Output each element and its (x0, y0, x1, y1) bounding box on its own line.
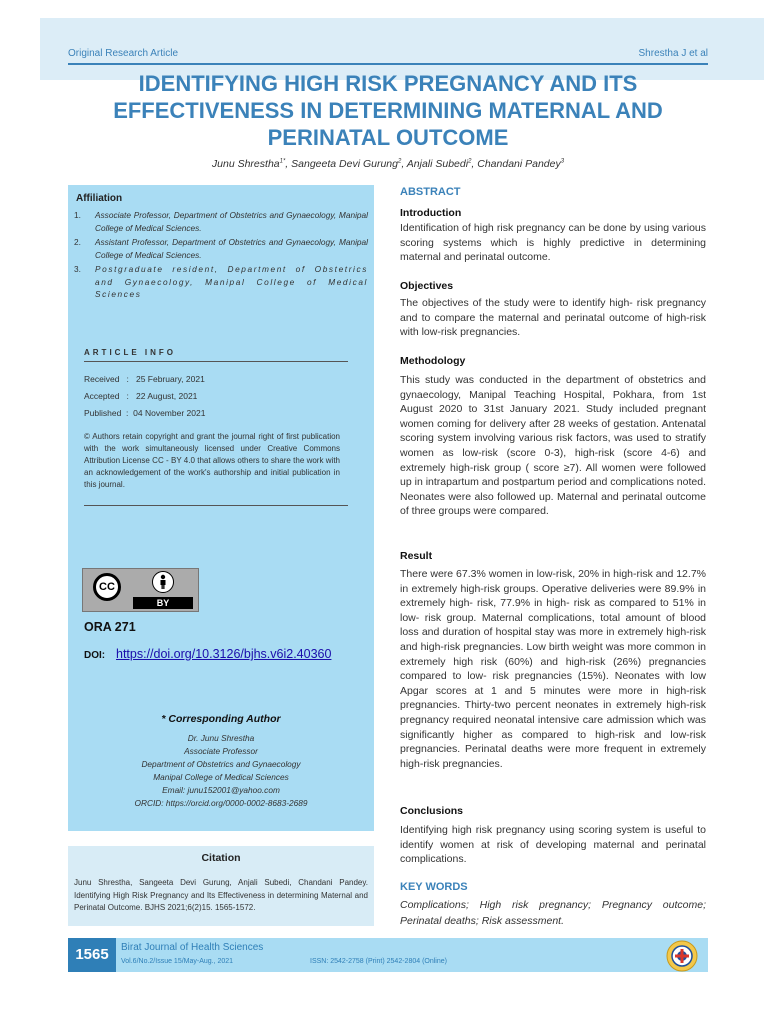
copyright-notice: © Authors retain copyright and grant the journal right of first publication with the work simultaneously licensed under Creative Commons Attribution License CC - BY 4.0 that allows others to share the work with an acknowledgement of the work's authorship and initial publication in this journal. (84, 432, 340, 489)
affiliation-title: Affiliation (76, 193, 123, 204)
citation-heading: Citation (201, 852, 241, 864)
objectives-heading: Objectives (400, 280, 454, 292)
corresponding-author-heading: * Corresponding Author (161, 713, 281, 725)
corresponding-author-details (68, 732, 374, 810)
author-name: Sangeeta Devi Gurung (291, 158, 398, 170)
running-author-label: Shrestha J et al (638, 48, 708, 59)
author-sup: 1* (279, 158, 286, 165)
corresponding-line: Associate Professor (184, 746, 258, 756)
ora-number: ORA 271 (84, 620, 136, 634)
doi-link[interactable]: https://doi.org/10.3126/bjhs.v6i2.40360 (116, 647, 332, 661)
affiliation-item (74, 236, 368, 261)
affiliation-list (74, 209, 368, 303)
person-icon (152, 571, 174, 593)
published-date: Published : 04 November 2021 (84, 408, 206, 418)
by-label: BY (133, 597, 193, 609)
cc-icon: CC (93, 573, 121, 601)
affiliation-text: Postgraduate resident, Department of Obstetrics and Gynaecology, Manipal College of Medical Sciences (95, 264, 368, 299)
abstract-heading: ABSTRACT (400, 186, 461, 198)
citation-text: Junu Shrestha, Sangeeta Devi Gurung, Anjali Subedi, Chandani Pandey. Identifying High Risk Pregnancy and Its Effectiveness in determining Maternal and Perinatal Outcome. BJHS 2021;6(2)15. 1565-1572. (74, 878, 368, 912)
volume-info: Vol.6/No.2/Issue 15/May-Aug., 2021 (121, 958, 234, 965)
article-info-bottom-divider (84, 505, 348, 506)
conclusions-heading: Conclusions (400, 805, 464, 817)
affiliation-text: Associate Professor, Department of Obstetrics and Gynaecology, Manipal College of Medical Sciences. (95, 210, 368, 233)
issn-info: ISSN: 2542-2758 (Print) 2542-2804 (Online) (310, 958, 447, 965)
author-name: Chandani Pandey (477, 158, 561, 170)
conclusions-body: Identifying high risk pregnancy using scoring system is useful to identify women at risk of developing maternal and perinatal complications. (400, 824, 706, 866)
affiliation-number: 3. (74, 264, 81, 274)
affiliation-text: Assistant Professor, Department of Obstetrics and Gynaecology, Manipal College of Medical Sciences. (95, 237, 368, 260)
author-sup: 2 (397, 158, 402, 165)
corresponding-line: Department of Obstetrics and Gynaecology (141, 759, 301, 769)
corresponding-orcid[interactable]: ORCID: https://orcid.org/0000-0002-8683-2689 (134, 798, 308, 808)
cc-by-license-badge[interactable] (82, 568, 199, 612)
introduction-heading: Introduction (400, 207, 462, 219)
author-name: Junu Shrestha (211, 158, 280, 170)
author-sup: 3 (560, 158, 565, 165)
received-date: Received : 25 February, 2021 (84, 374, 205, 384)
keywords-text: Complications; High risk pregnancy; Pregnancy outcome; Perinatal deaths; Risk assessment. (400, 899, 706, 927)
article-title: IDENTIFYING HIGH RISK PREGNANCY AND ITS EFFECTIVENESS IN DETERMINING MATERNAL AND PERINATAL OUTCOME (113, 71, 663, 150)
doi-label: DOI: (84, 650, 106, 661)
author-name: Anjali Subedi (406, 158, 469, 170)
result-body: There were 67.3% women in low-risk, 20% in high-risk and 12.7% in extremely high-risk groups. Operative deliveries were 89.9% in extremely high- risk, 77.9% in high- risk as compared to 51% in low- risk group. Maternal complications, total amount of blood loss and duration of hospital stay was more in extremely high-risk and high-risk pregnancies. Low birth weight was more common in extremely high risk (60%) and high-risk (26%) pregnancies compared to low- risk pregnancies (15%). Neonates with low Apgar scores at 1 and 5 minutes were more in high-risk pregnancies. Thirty-two percent neonates in extremely high-risk pregnancy required neonatal intensive care admission which was significantly higher as compared to high-risk and low-risk pregnancies. Perinatal deaths were more frequent in extremely high-risk pregnancies. (400, 568, 706, 770)
author-list: Junu Shrestha$^{1*}$, Sangeeta Devi Gurung$^2$, Anjali Subedi$^2$, Chandani Pandey$^3$ (211, 158, 565, 170)
accepted-date: Accepted : 22 August, 2021 (84, 391, 198, 401)
methodology-heading: Methodology (400, 355, 466, 367)
affiliation-item (74, 263, 368, 301)
article-dates (84, 371, 205, 422)
page-number: 1565 (68, 938, 116, 972)
article-info-divider (84, 361, 348, 362)
corresponding-line: Manipal College of Medical Sciences (153, 772, 289, 782)
corresponding-line: Dr. Junu Shrestha (187, 733, 255, 743)
affiliation-number: 1. (74, 210, 81, 220)
author-sup: 2 (468, 158, 472, 165)
affiliation-item (74, 209, 368, 234)
journal-name: Birat Journal of Health Sciences (121, 942, 264, 953)
methodology-body: This study was conducted in the department of obstetrics and gynaecology, Manipal Teaching Hospital, Pokhara, from 1st August 2020 to 31st January 2021. Study included pregnant women coming for delivery after 28 weeks of gestation. Antenatal scoring system involving various risk factors, was used to stratify women as low-risk (score 0-3), high-risk (score 4-6) and extremely high-risk group ( score ≥7). All women were followed up in intrapartum and postpartum period and complications noted. Neonates were also followed up. Maternal and perinatal outcome of three groups were compared. (400, 374, 706, 518)
result-heading: Result (400, 550, 433, 562)
article-info-label: ARTICLE INFO (84, 348, 176, 357)
journal-seal-logo (666, 940, 698, 972)
header-divider (68, 63, 708, 65)
introduction-body: Identification of high risk pregnancy can be done by using various scoring systems which is highly predictive in determining maternal and perinatal outcome. (400, 222, 706, 264)
keywords-heading: KEY WORDS (400, 881, 468, 893)
affiliation-number: 2. (74, 237, 81, 247)
corresponding-email[interactable]: Email: junu152001@yahoo.com (162, 785, 280, 795)
article-type-label: Original Research Article (68, 48, 179, 59)
objectives-body: The objectives of the study were to identify high- risk pregnancy and to compare the maternal and perinatal outcome of high-risk with low-risk pregnancies. (400, 297, 706, 339)
